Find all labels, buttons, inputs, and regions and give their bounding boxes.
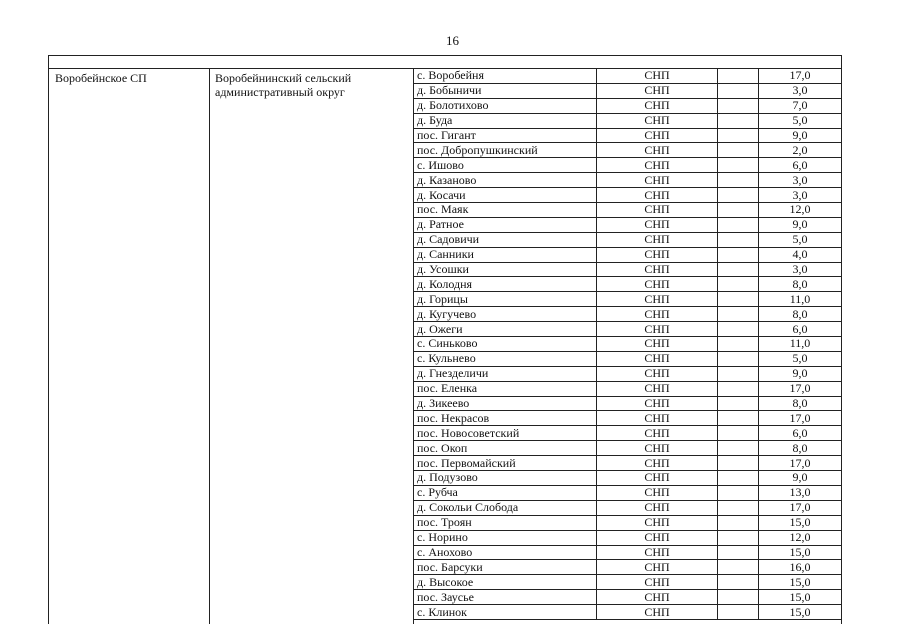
settlement-type: СНП <box>597 351 718 366</box>
table-row <box>414 590 842 605</box>
table-row <box>414 471 842 486</box>
settlement-name: д. Горицы <box>414 292 597 307</box>
blank-cell <box>718 605 759 620</box>
table-row <box>414 143 842 158</box>
settlement-name: д. Казаново <box>414 173 597 188</box>
blank-cell <box>718 292 759 307</box>
table-row <box>414 83 842 98</box>
blank-cell <box>718 471 759 486</box>
blank-cell <box>718 441 759 456</box>
blank-cell <box>718 158 759 173</box>
settlement-type: СНП <box>597 292 718 307</box>
blank-cell <box>718 411 759 426</box>
distance-value: 6,0 <box>759 426 842 441</box>
blank-cell <box>718 590 759 605</box>
table-row <box>414 188 842 203</box>
settlement-type: СНП <box>597 128 718 143</box>
settlement-type: СНП <box>597 575 718 590</box>
settlement-type: СНП <box>597 262 718 277</box>
blank-cell <box>718 262 759 277</box>
distance-value: 9,0 <box>759 471 842 486</box>
table-row <box>414 128 842 143</box>
distance-value: 2,0 <box>759 143 842 158</box>
distance-value: 5,0 <box>759 351 842 366</box>
table-row <box>414 500 842 515</box>
table-row <box>414 232 842 247</box>
distance-value: 5,0 <box>759 232 842 247</box>
district-name-line1: Воробейнинский сельский <box>215 71 352 85</box>
district-name-line2: административный округ <box>215 85 345 99</box>
table-row <box>414 441 842 456</box>
blank-cell <box>718 530 759 545</box>
settlement-name: д. Зикеево <box>414 396 597 411</box>
distance-value: 5,0 <box>759 113 842 128</box>
settlement-type: СНП <box>597 426 718 441</box>
distance-value: 17,0 <box>759 411 842 426</box>
settlement-name: д. Подузово <box>414 471 597 486</box>
blank-cell <box>718 203 759 218</box>
distance-value: 4,0 <box>759 247 842 262</box>
settlement-name: д. Бобыничи <box>414 83 597 98</box>
table-row <box>414 515 842 530</box>
blank-cell <box>718 560 759 575</box>
settlement-type: СНП <box>597 441 718 456</box>
settlement-type: СНП <box>597 83 718 98</box>
distance-value: 11,0 <box>759 292 842 307</box>
settlement-type: СНП <box>597 113 718 128</box>
settlement-type: СНП <box>597 381 718 396</box>
settlement-type: СНП <box>597 203 718 218</box>
blank-cell <box>718 188 759 203</box>
blank-cell <box>718 217 759 232</box>
distance-value: 3,0 <box>759 262 842 277</box>
blank-cell <box>718 500 759 515</box>
settlement-name: с. Кульнево <box>414 351 597 366</box>
blank-cell <box>718 575 759 590</box>
distance-value: 17,0 <box>759 69 842 83</box>
table-row <box>414 98 842 113</box>
column-divider <box>209 69 210 624</box>
blank-cell <box>718 515 759 530</box>
distance-value: 15,0 <box>759 590 842 605</box>
distance-value: 17,0 <box>759 500 842 515</box>
blank-cell <box>718 322 759 337</box>
settlement-name: пос. Барсуки <box>414 560 597 575</box>
blank-cell <box>718 426 759 441</box>
settlement-name: пос. Первомайский <box>414 456 597 471</box>
settlement-type: СНП <box>597 173 718 188</box>
table-row <box>414 366 842 381</box>
distance-value: 17,0 <box>759 456 842 471</box>
table-row <box>414 337 842 352</box>
settlement-name: д. Косачи <box>414 188 597 203</box>
table-row <box>414 396 842 411</box>
blank-cell <box>718 396 759 411</box>
settlement-name: пос. Окоп <box>414 441 597 456</box>
distance-value: 9,0 <box>759 366 842 381</box>
settlement-type: СНП <box>597 485 718 500</box>
settlement-type: СНП <box>597 396 718 411</box>
settlement-type: СНП <box>597 69 718 83</box>
distance-value: 15,0 <box>759 515 842 530</box>
blank-cell <box>718 83 759 98</box>
blank-cell <box>718 456 759 471</box>
table-row <box>414 158 842 173</box>
blank-cell <box>718 232 759 247</box>
settlement-type: СНП <box>597 188 718 203</box>
settlement-type: СНП <box>597 158 718 173</box>
settlement-name: д. Ожеги <box>414 322 597 337</box>
distance-value: 8,0 <box>759 307 842 322</box>
settlement-name: пос. Троян <box>414 515 597 530</box>
table-row <box>414 277 842 292</box>
distance-value: 9,0 <box>759 217 842 232</box>
blank-cell <box>718 143 759 158</box>
settlement-type: СНП <box>597 217 718 232</box>
settlement-name: д. Высокое <box>414 575 597 590</box>
distance-value: 7,0 <box>759 98 842 113</box>
distance-value: 12,0 <box>759 203 842 218</box>
settlement-name: с. Воробейня <box>414 69 597 83</box>
table-row <box>414 203 842 218</box>
settlement-type: СНП <box>597 307 718 322</box>
settlements-table-sheet <box>48 55 842 624</box>
settlement-name: пос. Новосоветский <box>414 426 597 441</box>
settlement-type: СНП <box>597 560 718 575</box>
settlement-type: СНП <box>597 247 718 262</box>
settlement-type: СНП <box>597 322 718 337</box>
distance-value: 15,0 <box>759 545 842 560</box>
settlement-type: СНП <box>597 515 718 530</box>
table-row <box>414 411 842 426</box>
table-row <box>414 262 842 277</box>
settlement-name: пос. Некрасов <box>414 411 597 426</box>
blank-cell <box>718 128 759 143</box>
blank-cell <box>718 337 759 352</box>
settlement-name: д. Садовичи <box>414 232 597 247</box>
blank-cell <box>718 485 759 500</box>
blank-cell <box>718 381 759 396</box>
settlement-name: с. Рубча <box>414 485 597 500</box>
settlement-type: СНП <box>597 500 718 515</box>
page-number: 16 <box>446 33 459 48</box>
blank-cell <box>718 545 759 560</box>
settlement-type: СНП <box>597 590 718 605</box>
settlement-name: д. Кугучево <box>414 307 597 322</box>
settlement-name: д. Санники <box>414 247 597 262</box>
blank-cell <box>718 307 759 322</box>
distance-value: 8,0 <box>759 277 842 292</box>
distance-value: 13,0 <box>759 485 842 500</box>
settlement-type: СНП <box>597 530 718 545</box>
table-row <box>414 69 842 83</box>
distance-value: 9,0 <box>759 128 842 143</box>
settlement-name: д. Буда <box>414 113 597 128</box>
blank-cell <box>718 69 759 83</box>
settlement-name: пос. Заусье <box>414 590 597 605</box>
distance-value: 3,0 <box>759 83 842 98</box>
settlement-type: СНП <box>597 337 718 352</box>
blank-cell <box>718 366 759 381</box>
settlement-name: д. Колодня <box>414 277 597 292</box>
settlement-type: СНП <box>597 456 718 471</box>
table-row <box>414 575 842 590</box>
distance-value: 8,0 <box>759 396 842 411</box>
blank-cell <box>718 247 759 262</box>
distance-value: 11,0 <box>759 337 842 352</box>
distance-value: 3,0 <box>759 173 842 188</box>
settlement-type: СНП <box>597 232 718 247</box>
settlement-name: д. Усошки <box>414 262 597 277</box>
table-row <box>414 426 842 441</box>
table-row <box>414 173 842 188</box>
table-row <box>414 217 842 232</box>
settlement-name: д. Ратное <box>414 217 597 232</box>
table-row <box>414 381 842 396</box>
table-row <box>414 560 842 575</box>
settlement-name: д. Болотихово <box>414 98 597 113</box>
table-row <box>414 113 842 128</box>
settlement-type: СНП <box>597 411 718 426</box>
distance-value: 6,0 <box>759 158 842 173</box>
settlement-name: с. Клинок <box>414 605 597 620</box>
blank-cell <box>718 351 759 366</box>
table-top-strip <box>49 56 841 69</box>
table-row <box>414 485 842 500</box>
distance-value: 12,0 <box>759 530 842 545</box>
settlement-name: пос. Маяк <box>414 203 597 218</box>
settlements-list <box>413 69 841 620</box>
settlement-type: СНП <box>597 471 718 486</box>
table-row <box>414 530 842 545</box>
blank-cell <box>718 98 759 113</box>
distance-value: 6,0 <box>759 322 842 337</box>
settlement-name-cell: Воробейнское СП <box>55 71 147 85</box>
table-row <box>414 307 842 322</box>
settlement-name: пос. Гигант <box>414 128 597 143</box>
distance-value: 8,0 <box>759 441 842 456</box>
distance-value: 15,0 <box>759 605 842 620</box>
settlement-name: пос. Добропушкинский <box>414 143 597 158</box>
table-row <box>414 247 842 262</box>
settlement-name: с. Анохово <box>414 545 597 560</box>
settlement-name: пос. Еленка <box>414 381 597 396</box>
table-row <box>414 292 842 307</box>
table-row <box>414 605 842 620</box>
settlement-name: д. Гнезделичи <box>414 366 597 381</box>
distance-value: 17,0 <box>759 381 842 396</box>
table-row <box>414 545 842 560</box>
settlement-type: СНП <box>597 143 718 158</box>
settlement-type: СНП <box>597 545 718 560</box>
blank-cell <box>718 277 759 292</box>
blank-cell <box>718 113 759 128</box>
settlement-type: СНП <box>597 366 718 381</box>
distance-value: 3,0 <box>759 188 842 203</box>
settlement-type: СНП <box>597 277 718 292</box>
settlement-name: с. Норино <box>414 530 597 545</box>
table-row <box>414 351 842 366</box>
distance-value: 16,0 <box>759 560 842 575</box>
settlement-name: с. Ишово <box>414 158 597 173</box>
table-row <box>414 322 842 337</box>
distance-value: 15,0 <box>759 575 842 590</box>
table-row <box>414 456 842 471</box>
settlement-type: СНП <box>597 605 718 620</box>
settlement-name: с. Синьково <box>414 337 597 352</box>
settlement-type: СНП <box>597 98 718 113</box>
settlement-name: д. Сокольи Слобода <box>414 500 597 515</box>
blank-cell <box>718 173 759 188</box>
